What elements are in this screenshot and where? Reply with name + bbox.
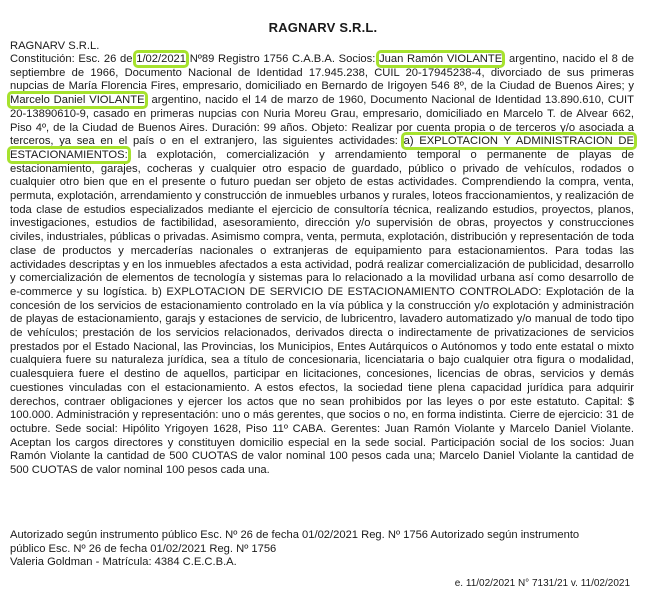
body-text-segment: Constitución: Esc. 26 de [10,53,137,65]
publication-stamp: e. 11/02/2021 N° 7131/21 v. 11/02/2021 [454,578,630,589]
body-text-segment: Nº89 Registro 1756 C.A.B.A. Socios: [186,53,380,65]
highlighted-text: 1/02/2021 [136,53,186,65]
footer-line: Autorizado según instrumento público Esc. Nº 26 de fecha 01/02/2021 Reg. Nº 1756 Autorizado según instrumento [10,529,580,541]
highlighted-text: a) EXPLOTACION Y ADMINISTRACION DE ESTACIONAMIENTOS: [10,135,634,161]
highlighted-text: Juan Ramón VIOLANTE [379,53,503,65]
footer-line: Valeria Goldman - Matrícula: 4384 C.E.C.B.A. [10,556,237,569]
document-title: RAGNARV S.R.L. [268,20,378,35]
body-text-segment: , argentino, nacido el 8 de septiembre de 1966, Documento Nacional de Identidad 17.945.238, CUIL 20-17945238-4, divorciado de sus primeras nupcias de María Florencia Fires, empresario, domiciliado en Bernardo de Irigoyen 546 8º, de la Ciudad de Buenos Aires; y [10,53,635,93]
highlighted-text: Marcelo Daniel VIOLANTE [10,94,145,107]
body-text-segment: , argentino, nacido el 14 de marzo de 1960, Documento Nacional de Identidad 13.890.610, CUIT 20-13890610-9, casado en primeras nupcias con Nuria Moreu Grau, empresario, domiciliado en Marcelo T. de Alvear 662, Piso 4º, de la Ciudad de Buenos Aires. Duración: 99 años. Objeto: Realizar por cuenta propia o de terceros y/o asociada a terceros, ya sea en el país o en el extranjero, las siguientes actividades: [10,94,634,148]
document-footer [10,529,634,570]
footer-line: público Esc. Nº 26 de fecha 01/02/2021 Reg. Nº 1756 [10,542,277,555]
company-name: RAGNARV S.R.L. [10,40,100,52]
body-text-segment: la explotación, comercialización y arrendamiento temporal o permanente de playas de estacionamiento, garajes, cocheras y cualquier otro espacio de guardado, público o privado de vehículos, rodados o cualquier otro bien que en el presente o futuro puedan ser objeto de estas actividades. Comprendiendo la compra, venta, permuta, explotación, arrendamiento y construcción de inmuebles urbanos y rurales, loteos fraccionamientos, y realización de toda clase de estudios especializados mediante el ejercicio de consultoría técnica, realizando estudios, proyectos, planos, investigaciones, estudios de factibilidad, asesoramiento, dirección y/o supervisión de obras, proyectos y construcciones civiles, industriales, públicas o privadas. Asimismo compra, venta, permuta, explotación, distribución y representación de toda clase de productos y mercaderías nacionales o extranjeras de equipamiento para estacionamientos. Para todas las actividades descriptas y en los inmuebles afectados a esta actividad, podrá realizar comercialización de publicidad, desarrollo y comercialización de elementos de tecnología y sistemas para lo relacionado a la movilidad urbana así como desarrollo de e-commerce y su logística. b) EXPLOTACION DE SERVICIO DE ESTACIONAMIENTO CONTROLADO: Explotación de la concesión de los servicios de estacionamiento controlado en la vía pública y la construcción y/o explotación y administración de playas de estacionamiento, garajs y estaciones de servicio, de lubricentro, lavadero automatizado y/o manual de todo tipo de vehículos; prestación de los servicios relacionados, derivados directa o indirectamente de privatizaciones de servicios prestados por el Estado Nacional, las Provincias, los Municipios, Entes Autárquicos o Autónomos y todo ente estatal o mixto cualquiera fuere su naturaleza jurídica, sea a título de concesionaria, licenciataria o bajo cualquier otra figura o modalidad, cualesquiera fuere el destino de aquellos, participar en licitaciones, concesiones, licencias de obras, servicios y demás cuestiones vinculadas con el estacionamiento. A estos efectos, la sociedad tiene plena capacidad jurídica para adquirir derechos, contraer obligaciones y ejercer los actos que no sean prohibidos por las leyes o por este estatuto. Capital: $ 100.000. Administración y representación: uno o más gerentes, que socios o no, en forma indistinta. Cierre de ejercicio: 31 de octubre. Sede social: Hipólito Yrigoyen 1628, Piso 11º CABA. Gerentes: Juan Ramón Violante y Marcelo Daniel Violante. Aceptan los cargos directores y constituyen domicilio especial en la sede social. Participación social de los socios: Juan Ramón Violante la cantidad de 500 CUOTAS de valor nominal 100 pesos cada una; Marcelo Daniel Violante la cantidad de 500 CUOTAS de valor nominal 100 pesos cada una. [10,148,634,477]
document-body [10,53,634,478]
